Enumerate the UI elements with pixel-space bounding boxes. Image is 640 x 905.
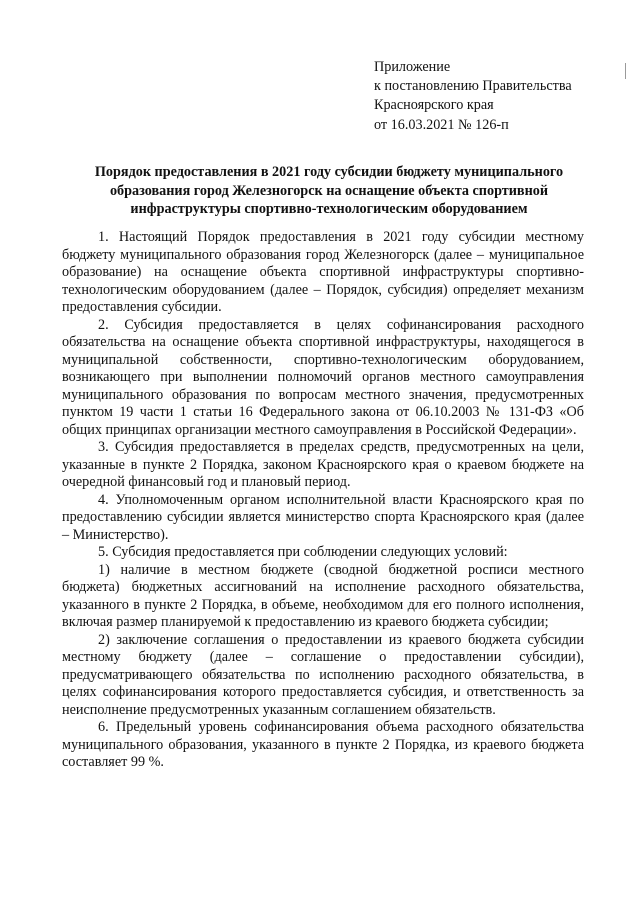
appendix-line-1: Приложение: [374, 59, 451, 75]
paragraph-4: 4. Уполномоченным органом исполнительной власти Красноярского края по предоставлению субсидии является министерство спорта Красноярского края (далее – Министерство).: [62, 491, 584, 543]
paragraph-1: 1. Настоящий Порядок предоставления в 2021 году субсидии местному бюджету муниципального образования город Железногорск (далее – муниципальное образование) на оснащение объекта спортивной инфраструктуры спортивно-технологическим оборудованием (далее – Порядок, субсидия) определяет механизм предоставления субсидии.: [62, 229, 584, 315]
appendix-line-3: Красноярского края: [374, 97, 494, 114]
document-body: [62, 229, 584, 772]
paragraph-5-item-2: 2) заключение соглашения о предоставлении из краевого бюджета субсидии местному бюджету (далее – соглашение о предоставлении субсидии), предусматривающего обязательства по исполнению расходного обязательства, в целях софинансирования которого предоставляется субсидия, и ответственность за неисполнение предусмотренных указанным соглашением обязательств.: [62, 631, 584, 718]
paragraph-5-item-1: 1) наличие в местном бюджете (сводной бюджетной росписи местного бюджета) бюджетных ассигнований на исполнение расходного обязательства, указанного в пункте 2 Порядка, в объеме, необходимом для его полного исполнения, включая размер планируемой к предоставлению из краевого бюджета субсидии;: [62, 561, 584, 630]
document-title: Порядок предоставления в 2021 году субсидии бюджету муниципального образования город Железногорск на оснащение объекта спортивной инфраструктуры спортивно-технологическим оборудованием: [94, 164, 564, 218]
paragraph-2: 2. Субсидия предоставляется в целях софинансирования расходного обязательства на оснащение объекта спортивной инфраструктуры, находящегося в муниципальной собственности, спортивно-технологическим оборудованием, возникающего при выполнении полномочий органов местного самоуправления муниципального образования по вопросам местного значения, предусмотренных пунктом 19 части 1 статьи 16 Федерального закона от 06.10.2003 № 131-ФЗ «Об общих принципах организации местного самоуправления в Российской Федерации».: [62, 316, 584, 438]
paragraph-6: 6. Предельный уровень софинансирования объема расходного обязательства муниципального образования, указанного в пункте 2 Порядка, из краевого бюджета составляет 99 %.: [62, 719, 584, 770]
scan-edge-mark: [625, 63, 626, 79]
appendix-header: [374, 58, 624, 135]
appendix-line-2: к постановлению Правительства: [374, 78, 572, 95]
appendix-line-4: от 16.03.2021 № 126-п: [374, 116, 509, 133]
paragraph-3: 3. Субсидия предоставляется в пределах средств, предусмотренных на цели, указанные в пункте 2 Порядка, законом Красноярского края о краевом бюджете на очередной финансовый год и плановый период.: [62, 439, 584, 490]
paragraph-5: 5. Субсидия предоставляется при соблюдении следующих условий:: [98, 544, 508, 560]
